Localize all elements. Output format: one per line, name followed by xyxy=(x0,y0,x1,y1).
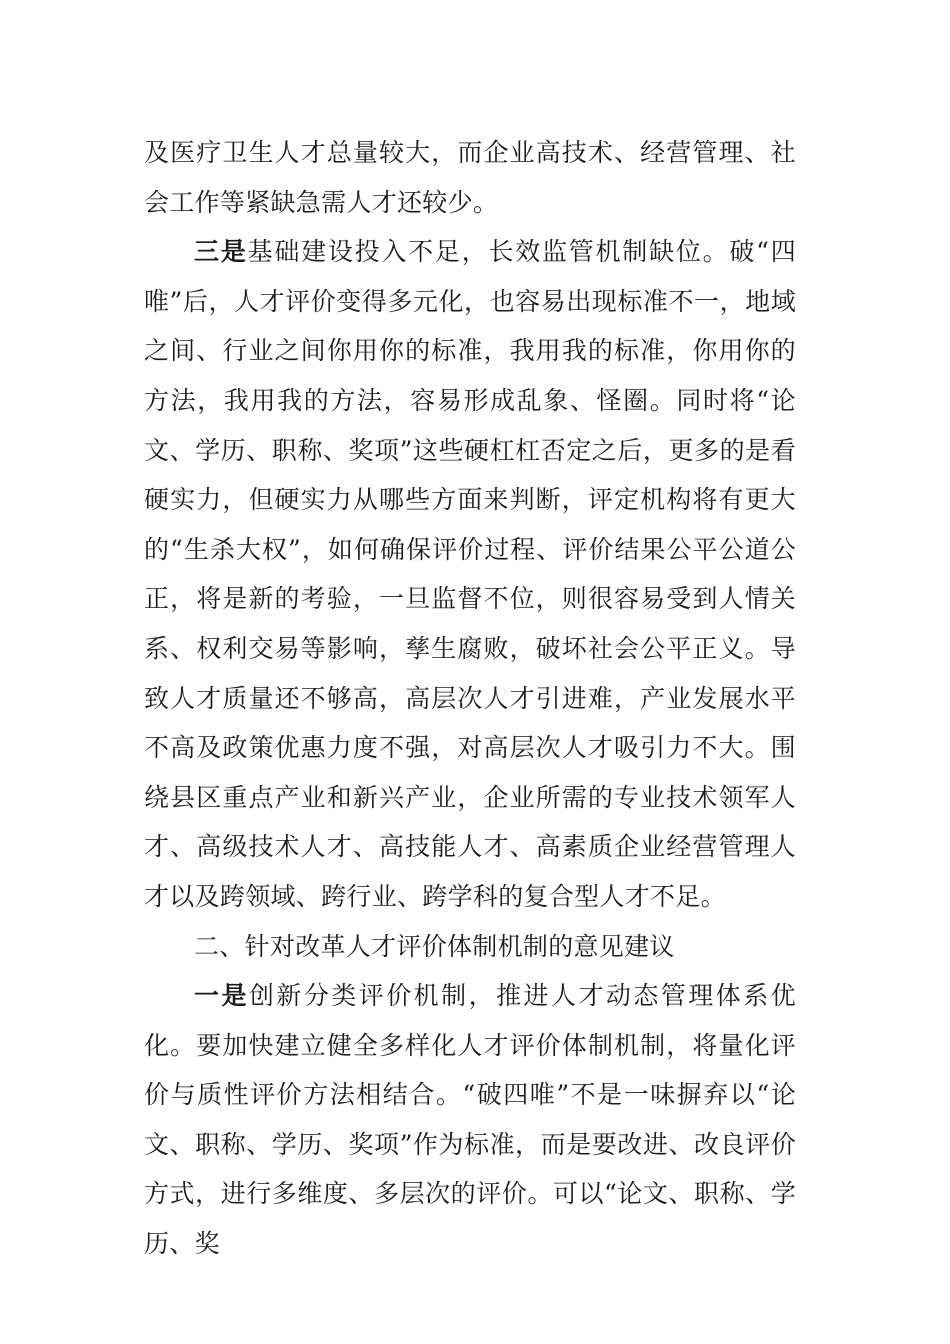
paragraph-point-three xyxy=(144,227,796,921)
paragraph-lead: 一是 xyxy=(194,981,249,1011)
paragraph-text: 基础建设投入不足，长效监管机制缺位。破“四唯”后，人才评价变得多元化，也容易出现标准不一，地域之间、行业之间你用你的标准，我用我的标准，你用你的方法，我用我的方法，容易形成乱象、怪圈。同时将“论文、学历、职称、奖项”这些硬杠杠否定之后，更多的是看硬实力，但硬实力从哪些方面来判断，评定机构将有更大的“生杀大权”，如何确保评价过程、评价结果公平公道公正，将是新的考验，一旦监督不位，则很容易受到人情关系、权利交易等影响，孳生腐败，破坏社会公平正义。导致人才质量还不够高，高层次人才引进难，产业发展水平不高及政策优惠力度不强，对高层次人才吸引力不大。围绕县区重点产业和新兴产业，企业所需的专业技术领军人才、高级技术人才、高技能人才、高素质企业经营管理人才以及跨领域、跨行业、跨学科的复合型人才不足。 xyxy=(144,237,796,911)
paragraph-continued xyxy=(144,128,796,227)
document-page xyxy=(144,128,796,1269)
paragraph-text: 创新分类评价机制，推进人才动态管理体系优化。要加快建立健全多样化人才评价体制机制，将量化评价与质性评价方法相结合。“破四唯”不是一味摒弃以“论文、职称、学历、奖项”作为标准，而是要改进、改良评价方式，进行多维度、多层次的评价。可以“论文、职称、学历、奖 xyxy=(144,981,796,1259)
paragraph-lead: 三是 xyxy=(194,237,248,267)
section-heading xyxy=(144,922,796,972)
heading-text: 二、针对改革人才评价体制机制的意见建议 xyxy=(194,931,675,961)
paragraph-point-one xyxy=(144,971,796,1269)
paragraph-text: 及医疗卫生人才总量较大，而企业高技术、经营管理、社会工作等紧缺急需人才还较少。 xyxy=(144,138,796,217)
